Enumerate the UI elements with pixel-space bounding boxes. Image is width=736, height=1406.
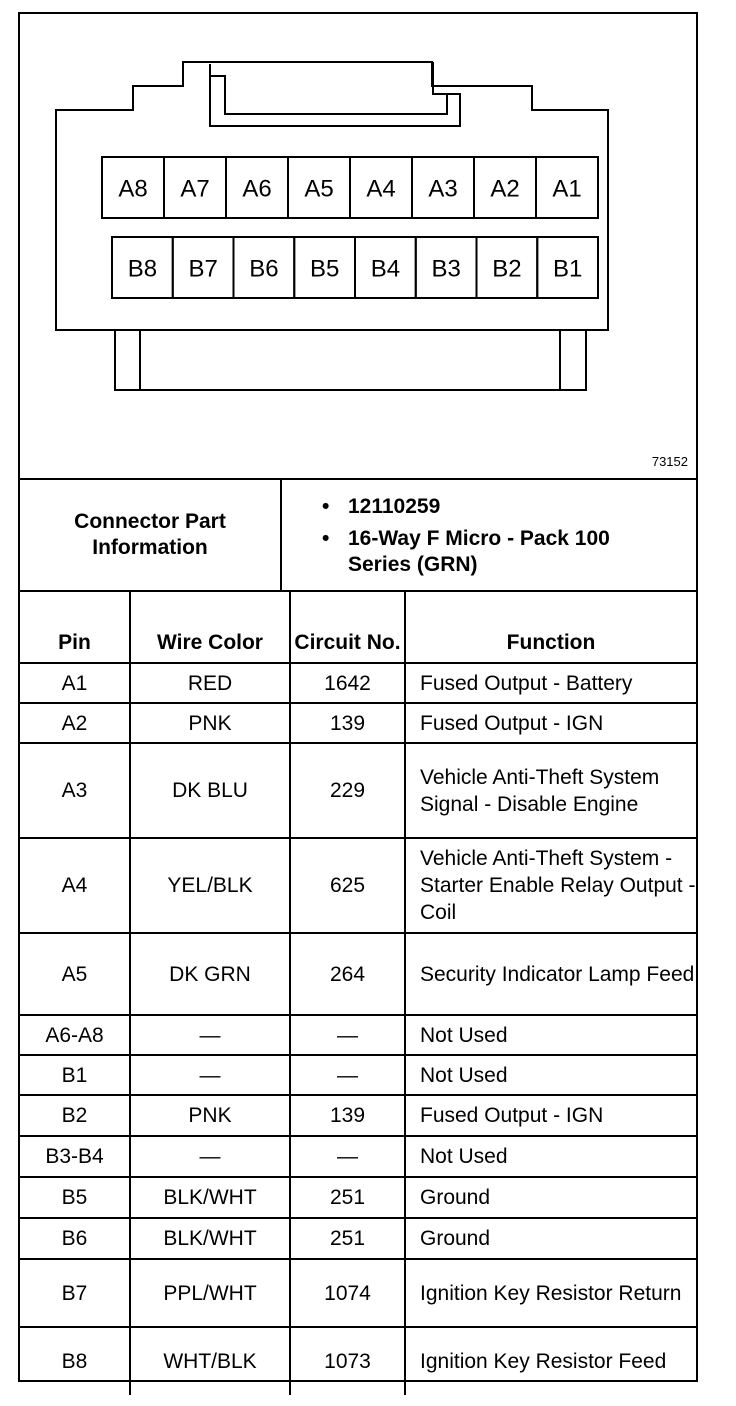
header-pin: Pin: [20, 592, 130, 663]
pin-label: A7: [180, 175, 210, 203]
pin-cell: A1: [20, 663, 130, 703]
function-cell: Ignition Key Resistor Feed: [405, 1327, 696, 1395]
connector-description: • 16-Way F Micro - Pack 100 Series (GRN): [322, 526, 676, 578]
housing-skirt: [115, 330, 586, 390]
function-cell: Vehicle Anti-Theft System Signal - Disable Engine: [405, 743, 696, 838]
pin-label: B1: [552, 255, 583, 283]
function-cell: Vehicle Anti-Theft System - Starter Enable Relay Output - Coil: [405, 838, 696, 933]
wire-color-cell: YEL/BLK: [130, 838, 290, 933]
pin-cell: B5: [20, 1177, 130, 1218]
wire-color-cell: PNK: [130, 703, 290, 743]
connector-sheet: [18, 12, 698, 1382]
function-cell: Not Used: [405, 1055, 696, 1095]
wire-color-cell: DK GRN: [130, 933, 290, 1015]
pin-cell: A2: [20, 703, 130, 743]
part-number: • 12110259: [322, 494, 676, 520]
header-wire-color: Wire Color: [130, 592, 290, 663]
wire-color-cell: —: [130, 1015, 290, 1055]
circuit-cell: —: [290, 1015, 405, 1055]
pin-label: A8: [118, 175, 148, 203]
wire-color-cell: RED: [130, 663, 290, 703]
table-row: [20, 703, 696, 743]
wire-color-cell: BLK/WHT: [130, 1177, 290, 1218]
table-row: [20, 838, 696, 933]
wire-color-cell: DK BLU: [130, 743, 290, 838]
table-row: [20, 663, 696, 703]
wire-color-cell: PNK: [130, 1095, 290, 1136]
connector-face-drawing: [20, 14, 696, 478]
function-cell: Fused Output - IGN: [405, 1095, 696, 1136]
circuit-cell: 625: [290, 838, 405, 933]
table-row: [20, 1136, 696, 1177]
part-info-label: Connector Part Information: [20, 480, 282, 590]
pin-cell: A4: [20, 838, 130, 933]
function-cell: Ground: [405, 1218, 696, 1259]
pin-label: A1: [552, 175, 582, 203]
function-cell: Not Used: [405, 1015, 696, 1055]
function-cell: Ground: [405, 1177, 696, 1218]
table-row: [20, 1095, 696, 1136]
header-circuit-no: Circuit No.: [290, 592, 405, 663]
table-header-row: [20, 592, 696, 663]
circuit-cell: 251: [290, 1218, 405, 1259]
pin-cell: A6-A8: [20, 1015, 130, 1055]
table-row: [20, 743, 696, 838]
pin-cell: B3-B4: [20, 1136, 130, 1177]
pin-cell: B1: [20, 1055, 130, 1095]
pin-label: B6: [249, 255, 279, 283]
pin-cell: B8: [20, 1327, 130, 1395]
pin-label: A4: [366, 175, 396, 203]
wire-color-cell: —: [130, 1055, 290, 1095]
part-info-list: [282, 480, 696, 590]
circuit-cell: —: [290, 1136, 405, 1177]
connector-diagram: [20, 14, 696, 480]
circuit-cell: 1073: [290, 1327, 405, 1395]
connector-part-info: [20, 480, 696, 592]
pin-label: B4: [370, 255, 401, 283]
pin-label: A5: [304, 175, 334, 203]
circuit-cell: 139: [290, 1095, 405, 1136]
pin-cell: B7: [20, 1259, 130, 1327]
circuit-cell: 139: [290, 703, 405, 743]
table-row: [20, 1177, 696, 1218]
table-row: [20, 933, 696, 1015]
pin-cell: A3: [20, 743, 130, 838]
table-row: [20, 1259, 696, 1327]
table-row: [20, 1055, 696, 1095]
function-cell: Not Used: [405, 1136, 696, 1177]
circuit-cell: 1074: [290, 1259, 405, 1327]
table-row: [20, 1218, 696, 1259]
pin-label: B3: [431, 255, 461, 283]
pinout-table: [20, 592, 696, 1395]
circuit-cell: 229: [290, 743, 405, 838]
circuit-cell: —: [290, 1055, 405, 1095]
pin-label: A3: [428, 175, 458, 203]
pin-label: B2: [492, 255, 522, 283]
wire-color-cell: WHT/BLK: [130, 1327, 290, 1395]
circuit-cell: 264: [290, 933, 405, 1015]
pin-label: A6: [242, 175, 272, 203]
latch-tab: [210, 62, 460, 126]
function-cell: Fused Output - IGN: [405, 703, 696, 743]
header-function: Function: [405, 592, 696, 663]
function-cell: Security Indicator Lamp Feed: [405, 933, 696, 1015]
pin-label: B5: [309, 255, 340, 283]
figure-number: 73152: [651, 454, 688, 469]
latch-inner: [210, 64, 447, 114]
pin-cell: A5: [20, 933, 130, 1015]
function-cell: Fused Output - Battery: [405, 663, 696, 703]
function-cell: Ignition Key Resistor Return: [405, 1259, 696, 1327]
pin-cell: B6: [20, 1218, 130, 1259]
table-row: [20, 1015, 696, 1055]
circuit-cell: 251: [290, 1177, 405, 1218]
pin-label: A2: [490, 175, 520, 203]
table-row: [20, 1327, 696, 1395]
pin-label: B8: [127, 255, 158, 283]
pin-label: B7: [188, 255, 218, 283]
wire-color-cell: PPL/WHT: [130, 1259, 290, 1327]
pin-cell: B2: [20, 1095, 130, 1136]
wire-color-cell: BLK/WHT: [130, 1218, 290, 1259]
circuit-cell: 1642: [290, 663, 405, 703]
wire-color-cell: —: [130, 1136, 290, 1177]
